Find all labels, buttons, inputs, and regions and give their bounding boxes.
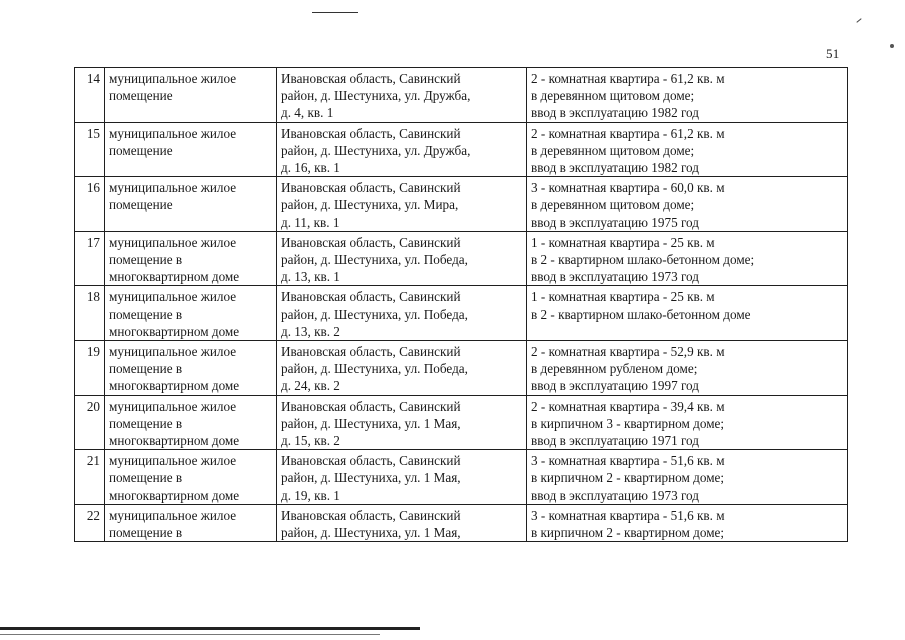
property-type-line: муниципальное жилое — [109, 71, 237, 86]
property-type-cell — [105, 395, 277, 450]
table-row — [75, 395, 848, 450]
scan-edge-line — [0, 634, 380, 635]
description-line: в деревянном рубленом доме; — [531, 361, 698, 377]
property-type-line: муниципальное жилое — [109, 453, 237, 469]
row-number: 14 — [75, 68, 105, 123]
property-type-line: помещение в — [109, 252, 183, 268]
row-number: 18 — [75, 286, 105, 341]
address-cell — [277, 504, 527, 541]
address-line: Ивановская область, Савинский — [281, 344, 461, 360]
property-type-line: муниципальное жилое — [109, 234, 237, 250]
address-line: д. 15, кв. 2 — [281, 433, 340, 449]
address-line: район, д. Шестуниха, ул. Победа, — [281, 252, 468, 268]
property-type-cell — [105, 177, 277, 232]
row-number: 15 — [75, 122, 105, 177]
description-cell — [527, 504, 848, 541]
address-line: д. 4, кв. 1 — [281, 105, 334, 121]
table-row — [75, 341, 848, 396]
table-row — [75, 286, 848, 341]
description-line: 2 - комнатная квартира - 61,2 кв. м — [531, 71, 725, 86]
address-cell — [277, 286, 527, 341]
description-line: в 2 - квартирном шлако-бетонном доме — [531, 306, 751, 322]
property-type-cell — [105, 450, 277, 505]
row-number: 16 — [75, 177, 105, 232]
address-cell — [277, 122, 527, 177]
description-line: в кирпичном 2 - квартирном доме; — [531, 525, 725, 541]
property-table-body — [75, 68, 848, 542]
table-row — [75, 177, 848, 232]
property-type-line: многоквартирном доме — [109, 378, 240, 394]
description-line: 2 - комнатная квартира - 52,9 кв. м — [531, 344, 725, 360]
address-line: район, д. Шестуниха, ул. Победа, — [281, 361, 468, 377]
address-line: д. 13, кв. 1 — [281, 269, 340, 285]
property-type-line: помещение — [109, 197, 173, 213]
header-rule — [312, 12, 358, 13]
property-type-line: многоквартирном доме — [109, 269, 240, 285]
address-line: Ивановская область, Савинский — [281, 125, 461, 141]
property-type-line: многоквартирном доме — [109, 487, 240, 503]
table-row — [75, 504, 848, 541]
table-row — [75, 450, 848, 505]
address-line: д. 24, кв. 2 — [281, 378, 340, 394]
address-line: Ивановская область, Савинский — [281, 289, 461, 305]
description-line: 3 - комнатная квартира - 51,6 кв. м — [531, 453, 725, 469]
table-row — [75, 231, 848, 286]
description-line: ввод в эксплуатацию 1982 год — [531, 160, 699, 176]
description-cell — [527, 68, 848, 123]
address-line: д. 16, кв. 1 — [281, 160, 340, 176]
address-line: д. 13, кв. 2 — [281, 323, 340, 339]
address-line: Ивановская область, Савинский — [281, 398, 461, 414]
table-row — [75, 122, 848, 177]
address-cell — [277, 341, 527, 396]
description-line: ввод в эксплуатацию 1973 год — [531, 487, 699, 503]
description-cell — [527, 450, 848, 505]
scan-edge-band — [0, 627, 420, 630]
description-line: ввод в эксплуатацию 1971 год — [531, 433, 699, 449]
property-type-line: помещение в — [109, 525, 183, 541]
property-type-line: муниципальное жилое — [109, 507, 237, 523]
property-type-line: помещение в — [109, 361, 183, 377]
description-line: ввод в эксплуатацию 1975 год — [531, 214, 699, 230]
description-line: 2 - комнатная квартира - 61,2 кв. м — [531, 125, 725, 141]
description-line: в кирпичном 2 - квартирном доме; — [531, 470, 725, 486]
address-line: Ивановская область, Савинский — [281, 234, 461, 250]
address-line: район, д. Шестуниха, ул. 1 Мая, — [281, 470, 461, 486]
address-line: район, д. Шестуниха, ул. 1 Мая, — [281, 525, 461, 541]
description-line: 2 - комнатная квартира - 39,4 кв. м — [531, 398, 725, 414]
description-line: 3 - комнатная квартира - 60,0 кв. м — [531, 180, 725, 196]
property-type-line: муниципальное жилое — [109, 180, 237, 196]
property-type-cell — [105, 504, 277, 541]
description-line: 1 - комнатная квартира - 25 кв. м — [531, 234, 715, 250]
property-type-line: помещение — [109, 88, 173, 104]
address-line: Ивановская область, Савинский — [281, 71, 461, 86]
description-cell — [527, 122, 848, 177]
row-number: 21 — [75, 450, 105, 505]
address-line: д. 11, кв. 1 — [281, 214, 340, 230]
description-line: 1 - комнатная квартира - 25 кв. м — [531, 289, 715, 305]
address-cell — [277, 177, 527, 232]
property-type-line: помещение — [109, 142, 173, 158]
scan-dot — [890, 44, 894, 48]
description-line: в деревянном щитовом доме; — [531, 142, 695, 158]
address-line: район, д. Шестуниха, ул. Дружба, — [281, 88, 471, 104]
description-line: в деревянном щитовом доме; — [531, 197, 695, 213]
address-line: Ивановская область, Савинский — [281, 507, 461, 523]
page-number: 51 — [826, 46, 840, 61]
property-type-cell — [105, 231, 277, 286]
description-line: ввод в эксплуатацию 1997 год — [531, 378, 699, 394]
row-number: 20 — [75, 395, 105, 450]
address-line: район, д. Шестуниха, ул. Дружба, — [281, 142, 471, 158]
row-number: 22 — [75, 504, 105, 541]
description-cell — [527, 395, 848, 450]
property-type-cell — [105, 122, 277, 177]
address-line: район, д. Шестуниха, ул. 1 Мая, — [281, 415, 461, 431]
property-type-line: многоквартирном доме — [109, 323, 240, 339]
address-line: Ивановская область, Савинский — [281, 180, 461, 196]
address-line: район, д. Шестуниха, ул. Победа, — [281, 306, 468, 322]
address-cell — [277, 395, 527, 450]
description-line: 3 - комнатная квартира - 51,6 кв. м — [531, 507, 725, 523]
table-row — [75, 68, 848, 123]
row-number: 17 — [75, 231, 105, 286]
property-type-line: муниципальное жилое — [109, 344, 237, 360]
property-type-line: муниципальное жилое — [109, 289, 237, 305]
description-line: в деревянном щитовом доме; — [531, 88, 695, 104]
address-line: район, д. Шестуниха, ул. Мира, — [281, 197, 459, 213]
property-type-cell — [105, 68, 277, 123]
description-line: в кирпичном 3 - квартирном доме; — [531, 415, 725, 431]
address-cell — [277, 450, 527, 505]
description-line: в 2 - квартирном шлако-бетонном доме; — [531, 252, 755, 268]
scan-mark — [856, 18, 861, 23]
row-number: 19 — [75, 341, 105, 396]
address-cell — [277, 68, 527, 123]
description-cell — [527, 231, 848, 286]
property-type-line: помещение в — [109, 470, 183, 486]
property-table — [74, 67, 848, 542]
address-cell — [277, 231, 527, 286]
property-type-line: муниципальное жилое — [109, 398, 237, 414]
address-line: д. 19, кв. 1 — [281, 487, 340, 503]
property-type-line: помещение в — [109, 306, 183, 322]
description-line: ввод в эксплуатацию 1973 год — [531, 269, 699, 285]
description-cell — [527, 286, 848, 341]
property-type-line: многоквартирном доме — [109, 433, 240, 449]
description-cell — [527, 341, 848, 396]
property-type-cell — [105, 341, 277, 396]
address-line: Ивановская область, Савинский — [281, 453, 461, 469]
property-type-line: муниципальное жилое — [109, 125, 237, 141]
description-line: ввод в эксплуатацию 1982 год — [531, 105, 699, 121]
description-cell — [527, 177, 848, 232]
property-type-line: помещение в — [109, 415, 183, 431]
property-type-cell — [105, 286, 277, 341]
